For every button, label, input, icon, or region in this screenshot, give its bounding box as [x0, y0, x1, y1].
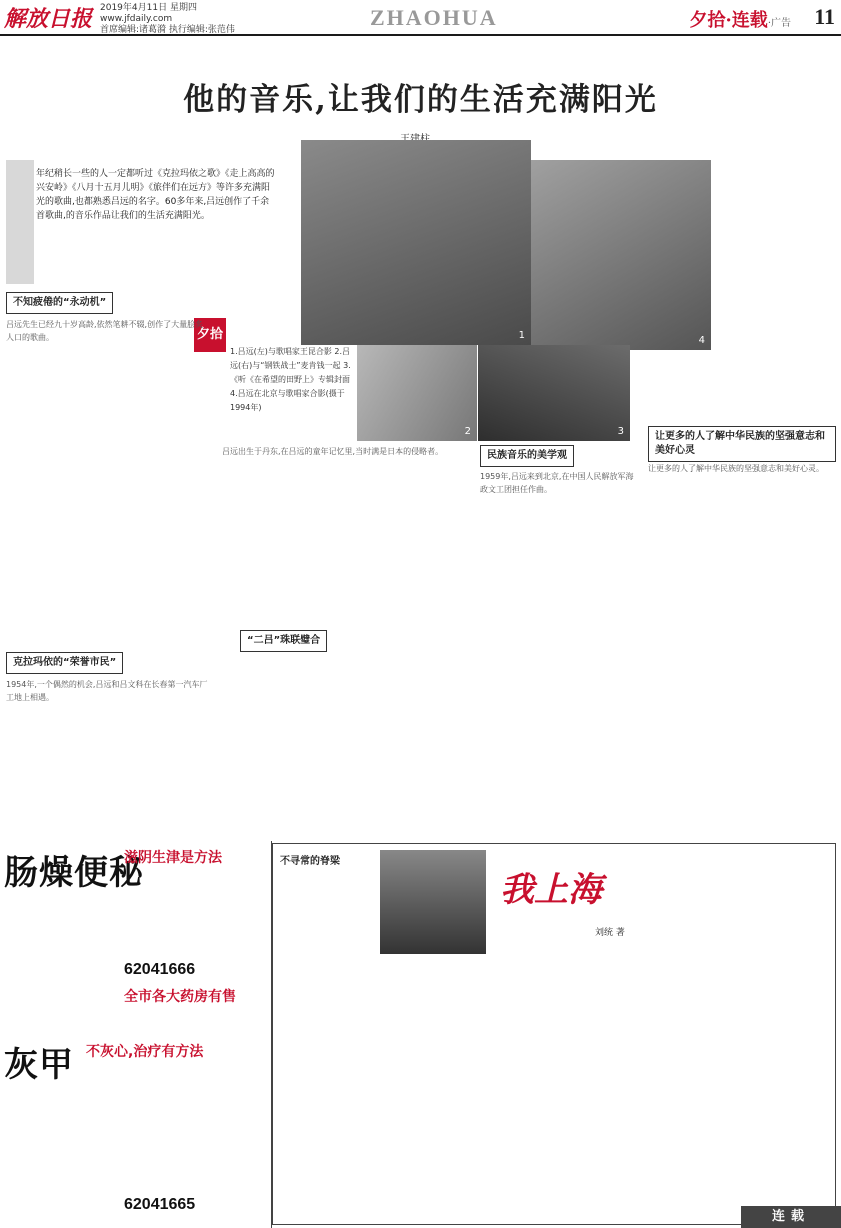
ad1-title: 肠燥便秘 — [4, 853, 144, 893]
article-photo-3: 3 — [478, 345, 630, 441]
ad-area — [0, 841, 272, 1228]
ad2-title: 灰甲 — [4, 1045, 74, 1085]
column-5: 让更多的人了解中华民族的坚强意志和美好心灵。 — [648, 464, 824, 473]
subhead-honorary-citizen: 克拉玛依的“荣誉市民” — [6, 652, 123, 674]
ad2-phone: 62041665 — [124, 1196, 196, 1213]
subhead-national-spirit: 让更多的人了解中华民族的坚强意志和美好心灵 — [648, 426, 836, 462]
lead-quote-bar — [6, 160, 34, 284]
lead-text: 年纪稍长一些的人一定都听过《克拉玛依之歌》《走上高高的兴安岭》《八月十五月儿明》《旅伴们在远方》等许多充满阳光的歌曲,也都熟悉吕远的名字。60多年来,吕远创作了千余首歌曲,的音乐作品让我们的生活充满阳光。 — [36, 169, 275, 221]
column-2: 1954年,一个偶然的机会,吕远和吕文科在长春第一汽车厂工地上相遇。 — [6, 680, 208, 702]
subhead-tireless: 不知疲倦的“永动机” — [6, 292, 113, 314]
page-header — [0, 0, 841, 36]
subhead-two-lu: “二吕”珠联璧合 — [240, 630, 327, 652]
header-center-title: ZHAOHUA — [370, 5, 498, 30]
column-3: 吕远出生于丹东,在吕远的童年记忆里,当时满是日本的侵略者。 — [222, 447, 444, 456]
section-stamp: 夕拾 — [194, 318, 226, 352]
ad1-phone: 62041666 — [124, 961, 196, 978]
serial-title: 我上海 — [500, 870, 602, 910]
ad1-headline: 滋阴生津是方法 — [124, 850, 222, 866]
article-photo-2: 2 — [357, 345, 477, 441]
header-meta — [100, 3, 235, 36]
serial-author: 刘统 著 — [595, 928, 625, 938]
article-photo-4: 4 — [531, 160, 711, 350]
subhead-aesthetics: 民族音乐的美学观 — [480, 445, 574, 467]
column-4: 1959年,吕远来到北京,在中国人民解放军海政文工团担任作曲。 — [480, 472, 634, 494]
section-sub: ·广告 — [767, 18, 791, 29]
section-name: 夕拾·连载 — [689, 10, 768, 31]
ad2-headline: 不灰心,治疗有方法 — [86, 1044, 204, 1060]
header-editors: 首席编辑:诸葛漪 执行编辑:张范伟 — [100, 25, 235, 35]
header-date: 2019年4月11日 星期四 — [100, 3, 197, 13]
ad1-store: 全市各大药房有售 — [124, 989, 236, 1005]
article-lead — [6, 160, 291, 284]
serial-photo — [380, 850, 486, 954]
article-headline: 他的音乐,让我们的生活充满阳光 — [183, 82, 658, 118]
newspaper-logo: 解放日报 — [4, 6, 93, 32]
header-website: www.jfdaily.com — [100, 14, 173, 24]
photo-caption: 1.吕远(左)与歌唱家王昆合影 2.吕远(右)与“钢铁战士”麦肯钱一起 3.《听《在希望的田野上》专辑封面 4.吕远在北京与歌唱家合影(摄于1994年) — [230, 347, 351, 412]
column-1: 吕远先生已经九十岁高龄,依然笔耕不辍,创作了大量脍炙人口的歌曲。 — [6, 320, 204, 342]
header-section — [690, 6, 791, 32]
footer-label: 连载 — [741, 1206, 841, 1228]
page-number: 11 — [814, 4, 835, 29]
article-photo-1: 1 — [301, 140, 531, 345]
serial-label: 不寻常的脊梁 — [280, 856, 340, 867]
